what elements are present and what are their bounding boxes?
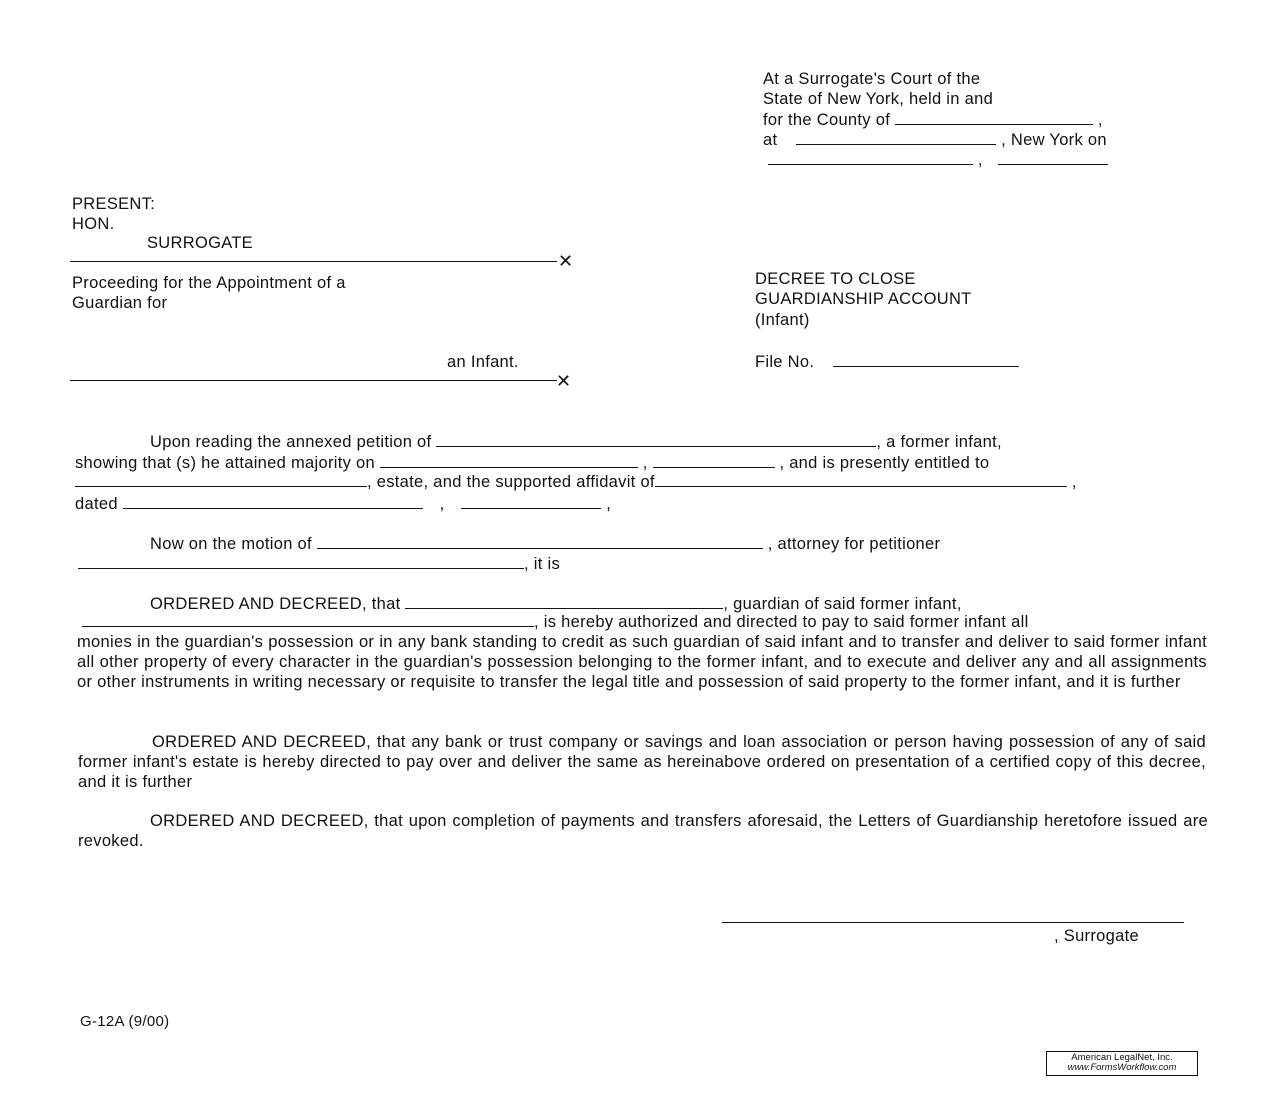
date-comma: , [977,151,983,169]
attorney-blank[interactable] [78,554,524,569]
proceeding-line-2: Guardian for [72,294,168,312]
majority-year-blank[interactable] [653,453,775,468]
guardian-name-blank[interactable] [405,594,723,609]
publisher-url: www.FormsWorkflow.com [1067,1062,1177,1073]
p1-line-4 [75,494,611,514]
publisher-name: American LegalNet, Inc. [1071,1052,1173,1063]
p3-text-b: , guardian of said former infant, [723,595,962,613]
p1-line-2 [75,453,989,473]
p2-text-c: , it is [524,555,561,573]
file-no-row [755,352,1019,372]
p5-body: ORDERED AND DECREED, that upon completion of payments and transfers aforesaid, the Letters of Guardianship heretofore issued are revoked. [78,812,1208,850]
p1-text-d: , [642,454,648,472]
county-comma: , [1097,111,1103,129]
an-infant-label: an Infant. [447,353,519,371]
p1-text-f: , estate, and the supported affidavit of [367,473,655,491]
caption-bottom-rule [70,380,557,381]
affidavit-date-blank[interactable] [123,494,423,509]
petitioner-name-blank[interactable] [436,432,876,447]
court-header-line-4 [763,130,1107,150]
new-york-on-label: , New York on [1001,131,1107,149]
p1-text-h: dated [75,495,118,513]
majority-date-blank[interactable] [380,453,638,468]
publisher-badge[interactable] [1046,1051,1198,1076]
caption-top-rule [70,261,557,262]
caption-x-mark-bottom: ✕ [556,371,572,391]
court-header-line-3 [763,110,1103,130]
p3-line-1 [150,594,962,614]
at-label: at [763,131,778,149]
p3-body: monies in the guardian's possession or in any bank standing to credit as such guardian of said infant and to transfer and deliver to said former infant all other property of every character in the guardian's possession belonging to the former infant, and to execute and deliver any and all assignments or other instruments in writing necessary or requisite to transfer the legal title and possession of said property to the former infant, and it is further [77,633,1207,691]
estate-blank[interactable] [75,472,367,487]
caption-x-mark-top: ✕ [558,251,574,271]
p1-text-e: , and is presently entitled to [779,454,990,472]
p2-text-a: Now on the motion of [150,535,312,553]
proceeding-line-1: Proceeding for the Appointment of a [72,274,346,292]
movant-blank[interactable] [317,534,763,549]
p3-text-a: ORDERED AND DECREED, that [150,595,401,613]
p2-line-2 [78,554,560,574]
court-header-line-2: State of New York, held in and [763,90,994,108]
p1-line-1 [150,432,1002,452]
p1-text-c: showing that (s) he attained majority on [75,454,375,472]
city-blank[interactable] [796,130,996,145]
affidavit-year-blank[interactable] [461,494,601,509]
p1-text-g: , [1071,473,1077,491]
surrogate-label: SURROGATE [147,234,253,252]
year-blank[interactable] [998,150,1108,165]
guardian-name-blank-2[interactable] [82,612,534,627]
p1-text-j: , [606,495,612,513]
form-id: G-12A (9/00) [80,1013,170,1030]
p1-text-a: Upon reading the annexed petition of [150,433,432,451]
hon-label: HON. [72,215,115,233]
title-line-1: DECREE TO CLOSE [755,270,916,288]
file-no-blank[interactable] [833,352,1019,367]
p2-text-b: , attorney for petitioner [767,535,941,553]
county-blank[interactable] [895,110,1093,125]
p4-body: ORDERED AND DECREED, that any bank or trust company or savings and loan association or person having possession of any of said former infant's estate is hereby directed to pay over and deliver the same as hereinabove ordered on presentation of a certified copy of this decree, and it is further [78,733,1206,791]
court-header-line-1: At a Surrogate's Court of the [763,70,981,88]
present-label: PRESENT: [72,195,156,213]
p2-line-1 [150,534,940,554]
p1-line-3 [75,472,1077,492]
file-no-label: File No. [755,353,815,371]
signature-line[interactable] [722,922,1184,923]
court-header-line-5 [768,150,1108,170]
p1-text-b: , a former infant, [876,433,1002,451]
p3-line-2 [82,612,1029,632]
title-line-2: GUARDIANSHIP ACCOUNT [755,290,972,308]
county-label: for the County of [763,111,891,129]
date-blank[interactable] [768,150,973,165]
p1-text-i: , [439,495,445,513]
signature-label: , Surrogate [1054,927,1139,945]
title-line-3: (Infant) [755,311,810,329]
p3-text-c: , is hereby authorized and directed to pay to said former infant all [534,613,1029,631]
affiant-blank[interactable] [655,472,1067,487]
